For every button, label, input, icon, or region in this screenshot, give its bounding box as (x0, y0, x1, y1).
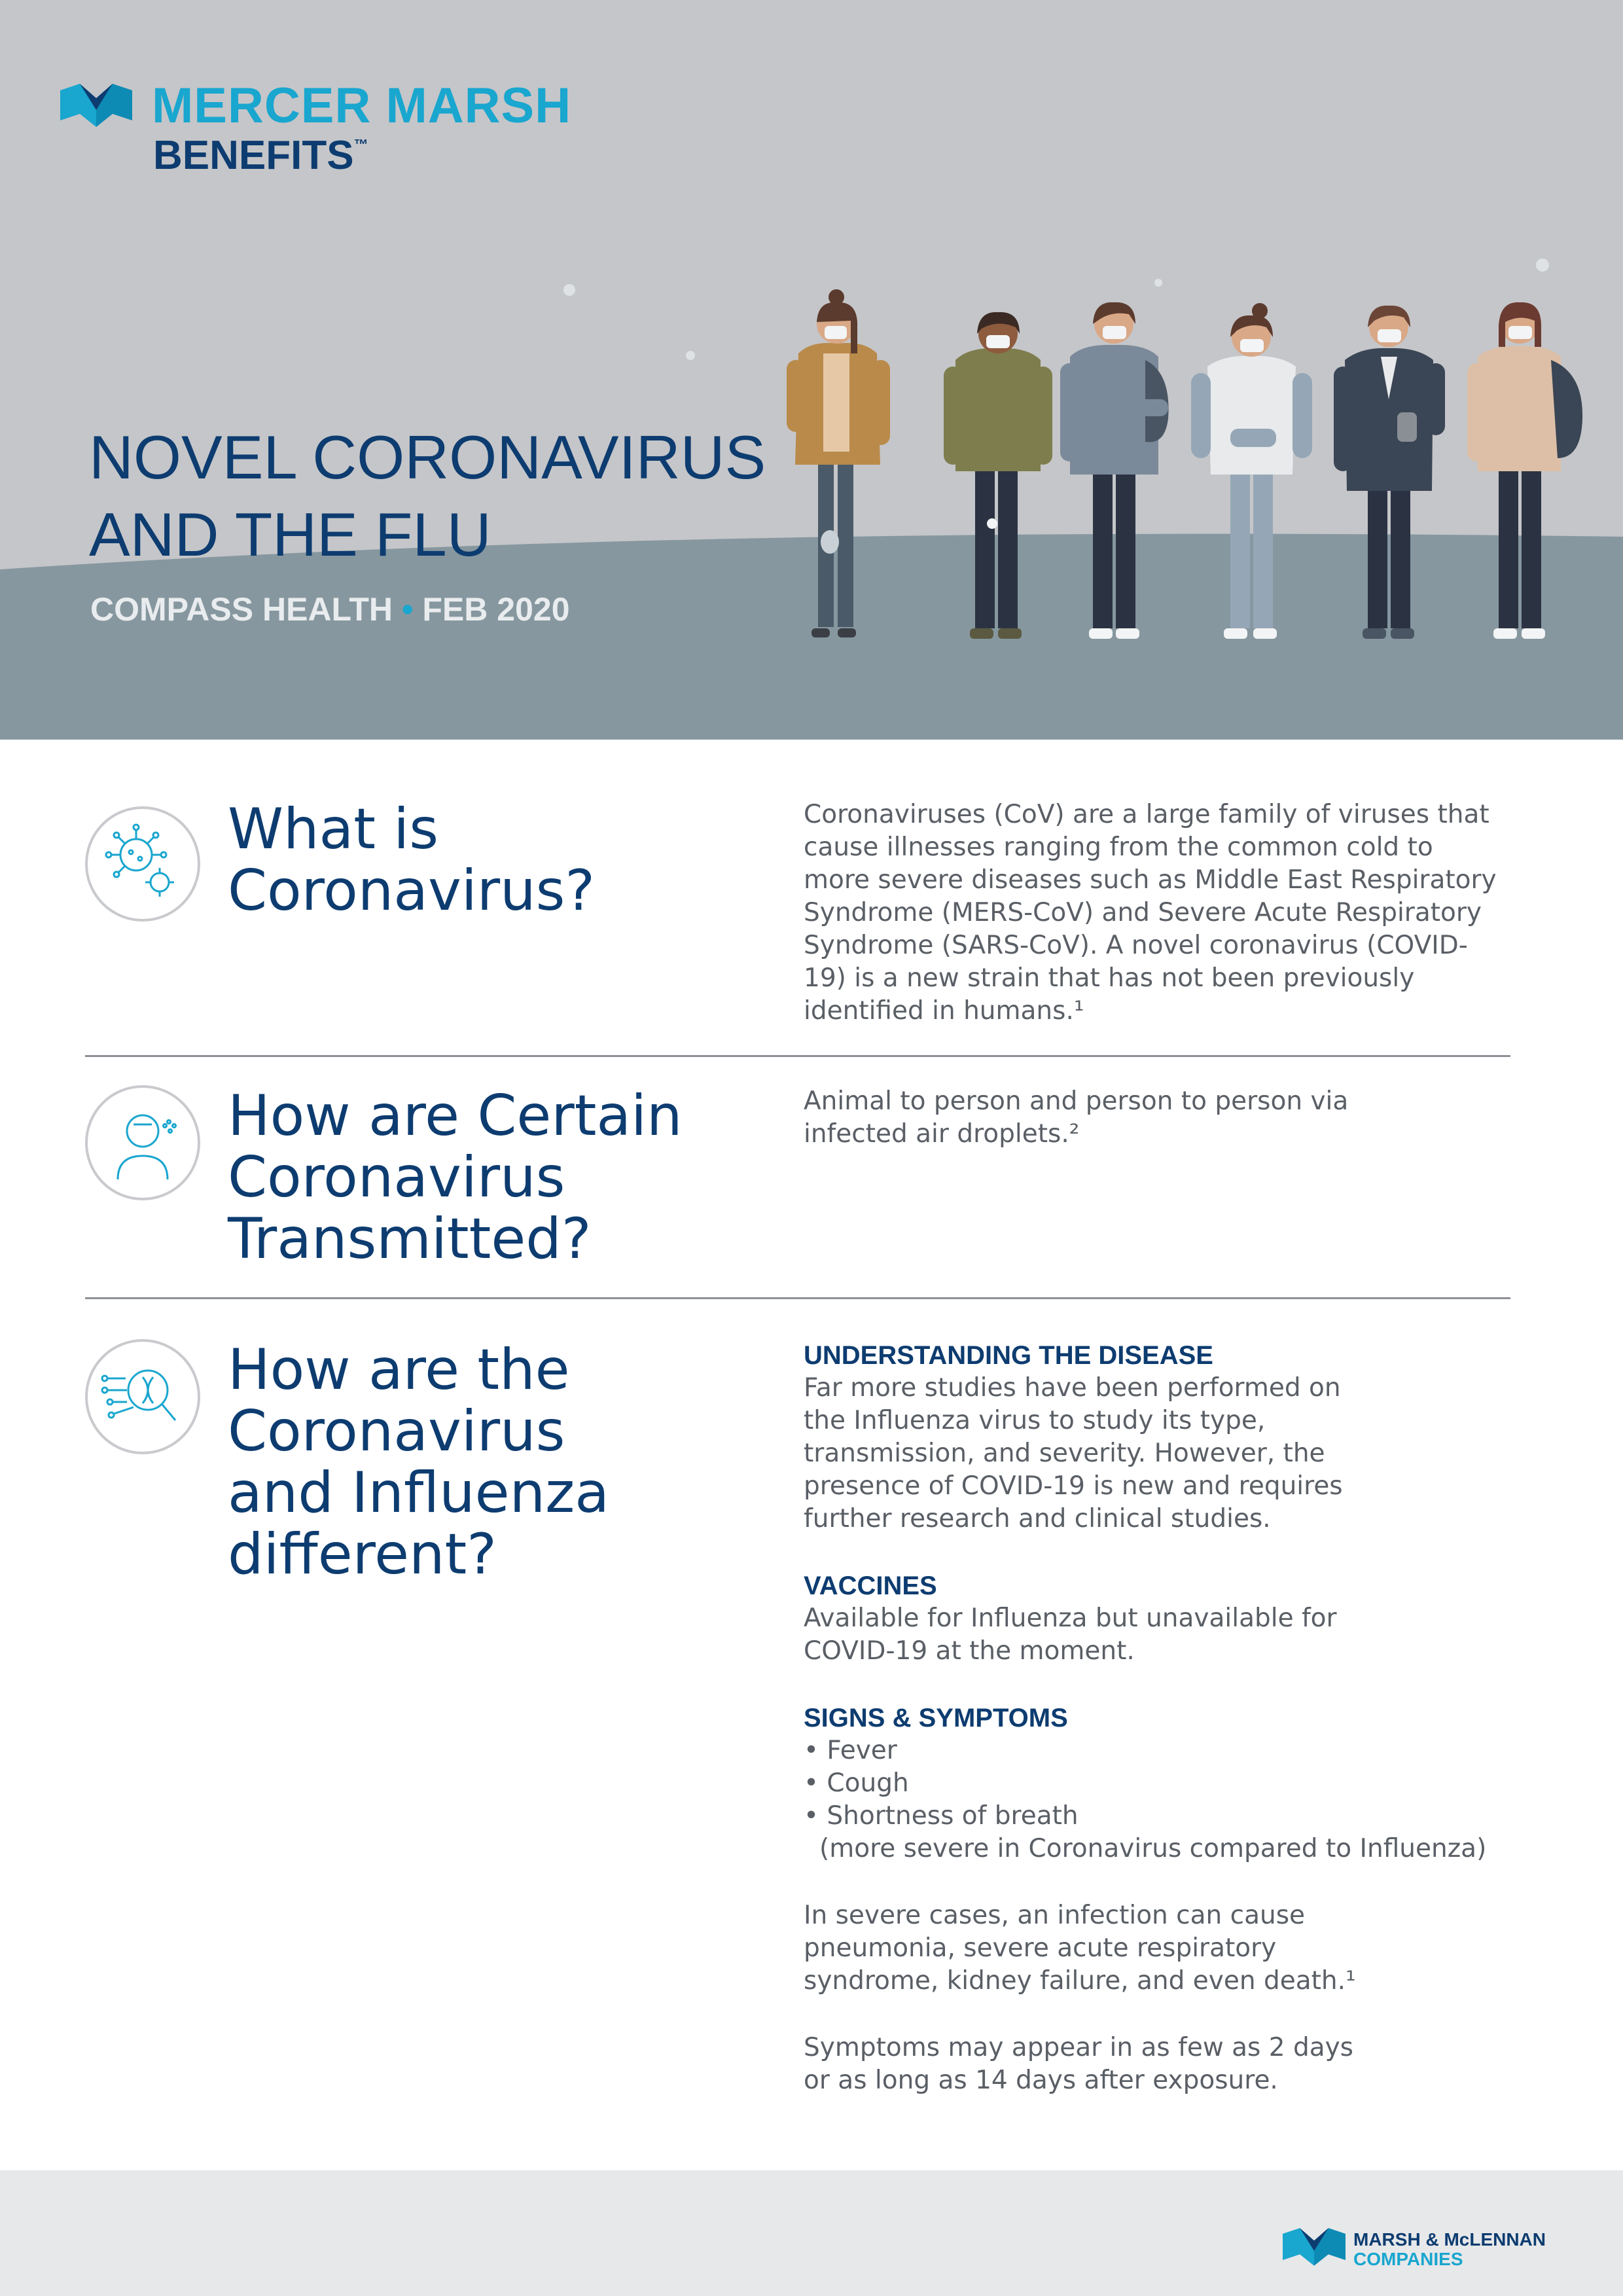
sneezing-person-icon (85, 1085, 200, 1200)
publication-name: COMPASS HEALTH (90, 591, 393, 628)
virus-icon (85, 806, 200, 922)
section-heading-line: different? (228, 1522, 497, 1587)
footer-company-name: MARSH & McLENNAN (1353, 2229, 1546, 2250)
person-illustration-6 (1467, 302, 1582, 639)
vaccines-heading: VACCINES (804, 1571, 937, 1600)
section-heading (228, 1339, 609, 1585)
section-body (804, 1085, 1353, 1151)
page-title-line2: AND THE FLU (89, 500, 491, 569)
section-divider (85, 1297, 1510, 1299)
person-illustration-5 (1334, 306, 1445, 639)
section-heading-line: Coronavirus (228, 1145, 565, 1210)
section-heading-line: How are Certain (228, 1083, 683, 1149)
symptoms-block (804, 1702, 1497, 1865)
trademark-symbol: ™ (353, 136, 368, 152)
marsh-mclennan-logo-icon (1283, 2228, 1346, 2266)
page-subtitle (90, 590, 570, 628)
section-transmission (85, 1085, 1510, 1288)
symptoms-heading: SIGNS & SYMPTOMS (804, 1704, 1068, 1732)
symptom-note: (more severe in Coronavirus compared to Influenza) (819, 1834, 1487, 1863)
person-illustration-3 (1060, 302, 1169, 639)
masked-people-illustration (772, 249, 1623, 668)
section-heading-line: Coronavirus (228, 1399, 565, 1464)
vaccines-block (804, 1570, 1353, 1668)
section-heading-line: Transmitted? (228, 1206, 592, 1272)
page-title-line1: NOVEL CORONAVIRUS (89, 423, 766, 492)
hero-banner (0, 0, 1623, 740)
section-heading-line: How are the (228, 1337, 570, 1403)
coronavirus-definition-text: Coronaviruses (CoV) are a large family of viruses that cause illnesses ranging from the common cold to more severe diseases such as Middle East Respiratory Syndrome (MERS-CoV) and Severe Acute Respiratory Syndrome (SARS-CoV). A novel coronavirus (COVID-19) is a new strain that has not been previously identified in humans.¹ (804, 800, 1497, 1026)
symptom-onset-text: Symptoms may appear in as few as 2 days or as long as 14 days after exposure. (804, 2033, 1354, 2095)
vaccines-text: Available for Influenza but unavailable for COVID-19 at the moment. (804, 1604, 1337, 1666)
logo-text-line2 (153, 132, 368, 179)
section-heading-line: What is (228, 797, 438, 862)
section-coronavirus-vs-influenza (85, 1339, 1510, 2125)
footer (0, 2170, 1623, 2296)
logo-mark-icon (60, 84, 132, 127)
section-body (804, 798, 1497, 1028)
section-heading-line: Coronavirus? (228, 858, 596, 924)
logo-text-benefits: BENEFITS (153, 133, 354, 178)
section-divider (85, 1055, 1510, 1057)
onset-block (804, 2032, 1353, 2097)
severe-cases-text: In severe cases, an infection can cause pneumonia, severe acute respiratory syndrome, kidney failure, and even death.¹ (804, 1901, 1356, 1996)
symptom-item: • Fever (804, 1736, 897, 1765)
person-illustration-2 (944, 312, 1052, 639)
footer-company-suffix: COMPANIES (1353, 2249, 1463, 2269)
section-what-is-coronavirus (85, 798, 1510, 1047)
symptom-item: • Cough (804, 1768, 909, 1798)
page-title (89, 419, 842, 573)
understanding-heading: UNDERSTANDING THE DISEASE (804, 1341, 1213, 1370)
publication-date: FEB 2020 (422, 591, 570, 628)
section-heading-line: and Influenza (228, 1460, 609, 1526)
understanding-block (804, 1339, 1380, 1535)
magnifier-dna-icon (85, 1339, 200, 1454)
transmission-text: Animal to person and person to person via infected air droplets.² (804, 1086, 1349, 1149)
symptom-item: • Shortness of breath (804, 1801, 1079, 1831)
person-illustration-1 (787, 289, 890, 637)
mercer-marsh-benefits-logo (60, 77, 572, 188)
logo-text-line1: MERCER MARSH (152, 78, 572, 134)
person-illustration-4 (1191, 303, 1312, 639)
section-heading (228, 798, 595, 922)
severe-cases-block (804, 1899, 1366, 1998)
section-heading (228, 1085, 683, 1270)
understanding-text: Far more studies have been performed on the Influenza virus to study its type, transmission, and severity. However, the presence of COVID-19 is new and requires further research and clinical studies. (804, 1373, 1343, 1534)
subtitle-separator: • (401, 591, 414, 628)
section-body (804, 1339, 1497, 2131)
